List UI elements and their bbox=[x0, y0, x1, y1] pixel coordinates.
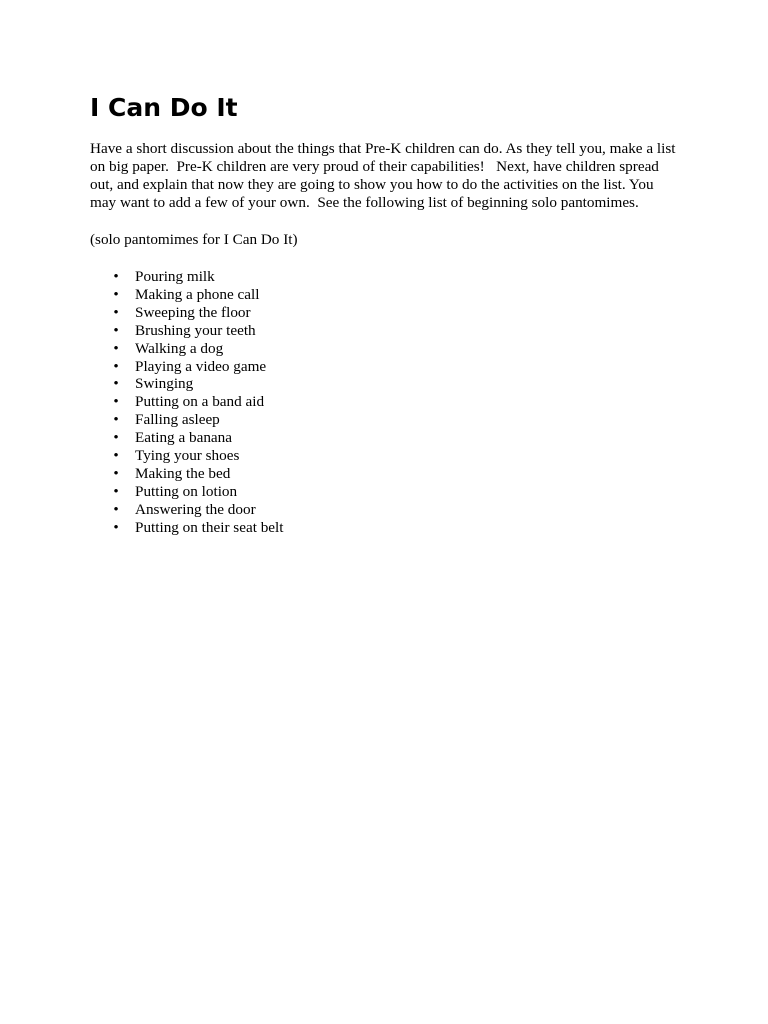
bullet-icon: • bbox=[113, 429, 119, 447]
list-item bbox=[90, 393, 680, 411]
bullet-icon: • bbox=[113, 321, 119, 339]
list-item-label: Pouring milk bbox=[135, 268, 215, 285]
bullet-icon: • bbox=[113, 411, 119, 429]
bullet-icon: • bbox=[113, 393, 119, 411]
list-item-label: Swinging bbox=[135, 375, 194, 393]
bullet-icon: • bbox=[113, 518, 119, 536]
list-item bbox=[90, 268, 680, 286]
list-item-label: Answering the door bbox=[135, 500, 256, 518]
list-item bbox=[90, 304, 680, 322]
bullet-icon: • bbox=[113, 447, 119, 465]
list-item bbox=[90, 340, 680, 358]
list-item-label: Falling asleep bbox=[135, 411, 220, 429]
list-item-label: Walking a dog bbox=[135, 339, 224, 357]
pantomime-note: (solo pantomimes for I Can Do It) bbox=[90, 231, 298, 248]
document-page bbox=[90, 91, 680, 537]
list-item bbox=[90, 483, 680, 501]
document-title: I Can Do It bbox=[90, 93, 238, 122]
list-item bbox=[90, 465, 680, 483]
bullet-icon: • bbox=[113, 375, 119, 393]
list-item-label: Tying your shoes bbox=[135, 447, 240, 465]
list-item bbox=[90, 501, 680, 519]
list-item-label: Putting on their seat belt bbox=[135, 518, 284, 536]
list-item-label: Playing a video game bbox=[135, 357, 267, 375]
intro-line: may want to add a few of your own. See the following list of beginning solo pantomimes. bbox=[90, 194, 639, 211]
bullet-icon: • bbox=[113, 500, 119, 518]
bullet-icon: • bbox=[113, 482, 119, 500]
list-item-label: Making a phone call bbox=[135, 285, 260, 303]
bullet-icon: • bbox=[113, 268, 119, 285]
list-item-label: Putting on lotion bbox=[135, 482, 238, 500]
list-item-label: Making the bed bbox=[135, 464, 231, 482]
list-item bbox=[90, 286, 680, 304]
list-item bbox=[90, 519, 680, 537]
intro-line: Have a short discussion about the things that Pre-K children can do. As they tell you, make a list bbox=[90, 140, 676, 157]
bullet-icon: • bbox=[113, 464, 119, 482]
intro-paragraph bbox=[90, 140, 680, 212]
list-item bbox=[90, 411, 680, 429]
list-item bbox=[90, 358, 680, 376]
list-item bbox=[90, 375, 680, 393]
list-item-label: Putting on a band aid bbox=[135, 393, 265, 411]
bullet-icon: • bbox=[113, 357, 119, 375]
list-item-label: Brushing your teeth bbox=[135, 321, 256, 339]
bullet-icon: • bbox=[113, 339, 119, 357]
intro-line: on big paper. Pre-K children are very proud of their capabilities! Next, have children spread bbox=[90, 158, 659, 175]
list-item bbox=[90, 322, 680, 340]
list-item bbox=[90, 429, 680, 447]
list-item bbox=[90, 447, 680, 465]
list-item-label: Sweeping the floor bbox=[135, 303, 251, 321]
pantomime-list bbox=[90, 268, 680, 537]
bullet-icon: • bbox=[113, 303, 119, 321]
intro-line: out, and explain that now they are going to show you how to do the activities on the list. You bbox=[90, 176, 654, 193]
list-item-label: Eating a banana bbox=[135, 429, 232, 447]
bullet-icon: • bbox=[113, 285, 119, 303]
